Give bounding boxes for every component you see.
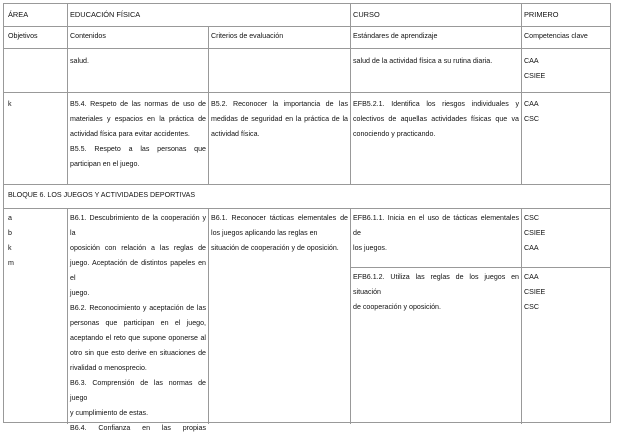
competencias-cell bbox=[524, 97, 539, 127]
column-divider bbox=[350, 4, 351, 184]
competencia-code: CSIEE bbox=[524, 229, 546, 237]
objetivos-cell bbox=[8, 211, 14, 271]
text-line: B6.4. Confianza en las propias bbox=[70, 424, 206, 432]
competencias-cell bbox=[524, 211, 545, 256]
competencia-code: CSC bbox=[524, 214, 539, 222]
text-line: los juegos. bbox=[353, 244, 387, 252]
text-line: B5.2. Reconocer la importancia de las bbox=[211, 100, 348, 108]
text-line: actividad física. bbox=[211, 130, 260, 138]
estandar-cell bbox=[353, 270, 519, 315]
contenidos-cell: salud. bbox=[70, 57, 89, 65]
text-line: juego. Aceptación de distintos papeles en el bbox=[70, 259, 206, 282]
competencia-code: CAA bbox=[524, 244, 539, 252]
text-line: juego. bbox=[70, 289, 90, 297]
text-line: B5.5. Respeto a las personas que bbox=[70, 145, 206, 153]
criterio-cell bbox=[211, 211, 348, 256]
curso-label: CURSO bbox=[353, 10, 380, 19]
text-line: B6.3. Comprensión de las normas de juego bbox=[70, 379, 206, 402]
text-line: EFB5.2.1. Identifica los riesgos individuales y bbox=[353, 100, 519, 108]
text-line: B6.1. Descubrimiento de la cooperación y la bbox=[70, 214, 206, 237]
text-line: materiales y espacios en la práctica de bbox=[70, 115, 206, 123]
text-line: y cumplimiento de estas. bbox=[70, 409, 149, 417]
column-divider bbox=[521, 208, 522, 424]
column-header-estandares: Estándares de aprendizaje bbox=[353, 32, 438, 40]
area-value: EDUCACIÓN FÍSICA bbox=[70, 10, 141, 19]
row-divider bbox=[350, 267, 610, 268]
competencia-code: CSIEE bbox=[524, 72, 546, 80]
text-line: conociendo y practicando. bbox=[353, 130, 436, 138]
column-divider bbox=[67, 208, 68, 424]
competencia-code: CAA bbox=[524, 57, 539, 65]
text-line: B6.1. Reconocer tácticas elementales de bbox=[211, 214, 348, 222]
column-header-contenidos: Contenidos bbox=[70, 32, 106, 40]
objetivo-code: m bbox=[8, 259, 14, 267]
objetivo-code: a bbox=[8, 214, 12, 222]
objetivo-code: b bbox=[8, 229, 12, 237]
estandar-cell: salud de la actividad física a su rutina diaria. bbox=[353, 57, 493, 65]
curriculum-table bbox=[3, 3, 611, 432]
competencias-cell bbox=[524, 54, 545, 84]
text-line: personas que participan en el juego, bbox=[70, 319, 206, 327]
column-header-objetivos: Objetivos bbox=[8, 32, 38, 40]
text-line: situación de cooperación y de oposición. bbox=[211, 244, 339, 252]
column-header-competencias: Competencias clave bbox=[524, 32, 588, 40]
competencia-code: CSC bbox=[524, 115, 539, 123]
column-header-criterios: Criterios de evaluación bbox=[211, 32, 284, 40]
area-label: ÁREA bbox=[8, 10, 29, 19]
competencia-code: CAA bbox=[524, 273, 539, 281]
column-divider bbox=[521, 4, 522, 184]
text-line: los juegos aplicando las reglas en bbox=[211, 229, 318, 237]
estandar-cell bbox=[353, 211, 519, 256]
criterio-cell bbox=[211, 97, 348, 142]
row-divider bbox=[4, 208, 610, 209]
column-divider bbox=[208, 26, 209, 184]
bloque-heading: BLOQUE 6. LOS JUEGOS Y ACTIVIDADES DEPORTIVAS bbox=[8, 191, 196, 199]
objetivo-code: k bbox=[8, 244, 12, 252]
text-line: medidas de seguridad en la práctica de la bbox=[211, 115, 348, 123]
text-line: de cooperación y oposición. bbox=[353, 303, 441, 311]
column-divider bbox=[67, 4, 68, 184]
column-divider bbox=[350, 208, 351, 424]
competencias-cell bbox=[524, 270, 545, 315]
competencia-code: CSIEE bbox=[524, 288, 546, 296]
row-divider bbox=[4, 184, 610, 185]
objetivo-code: k bbox=[8, 100, 12, 108]
text-line: otro sin que esto derive en situaciones de bbox=[70, 349, 206, 357]
text-line: oposición con relación a las reglas de bbox=[70, 244, 206, 252]
row-divider bbox=[4, 26, 610, 27]
text-line: aceptando el reto que supone oponerse al bbox=[70, 334, 206, 342]
text-line: EFB6.1.1. Inicia en el uso de tácticas elementales de bbox=[353, 214, 519, 237]
text-line: participan en el juego. bbox=[70, 160, 140, 168]
text-line: B6.2. Reconocimiento y aceptación de las bbox=[70, 304, 206, 312]
competencia-code: CSC bbox=[524, 303, 539, 311]
text-line: colectivos de aquellas actividades físicas que va bbox=[353, 115, 519, 123]
text-line: B5.4. Respeto de las normas de uso de bbox=[70, 100, 206, 108]
row-divider bbox=[4, 92, 610, 93]
column-divider bbox=[208, 208, 209, 424]
competencia-code: CAA bbox=[524, 100, 539, 108]
text-line: actividad física para evitar accidentes. bbox=[70, 130, 190, 138]
text-line: EFB6.1.2. Utiliza las reglas de los juegos en situación bbox=[353, 273, 519, 296]
row-divider bbox=[4, 48, 610, 49]
estandar-cell bbox=[353, 97, 519, 142]
contenidos-cell bbox=[70, 97, 206, 172]
contenidos-cell bbox=[70, 211, 206, 436]
curso-value: PRIMERO bbox=[524, 10, 559, 19]
text-line: rivalidad o menosprecio. bbox=[70, 364, 147, 372]
